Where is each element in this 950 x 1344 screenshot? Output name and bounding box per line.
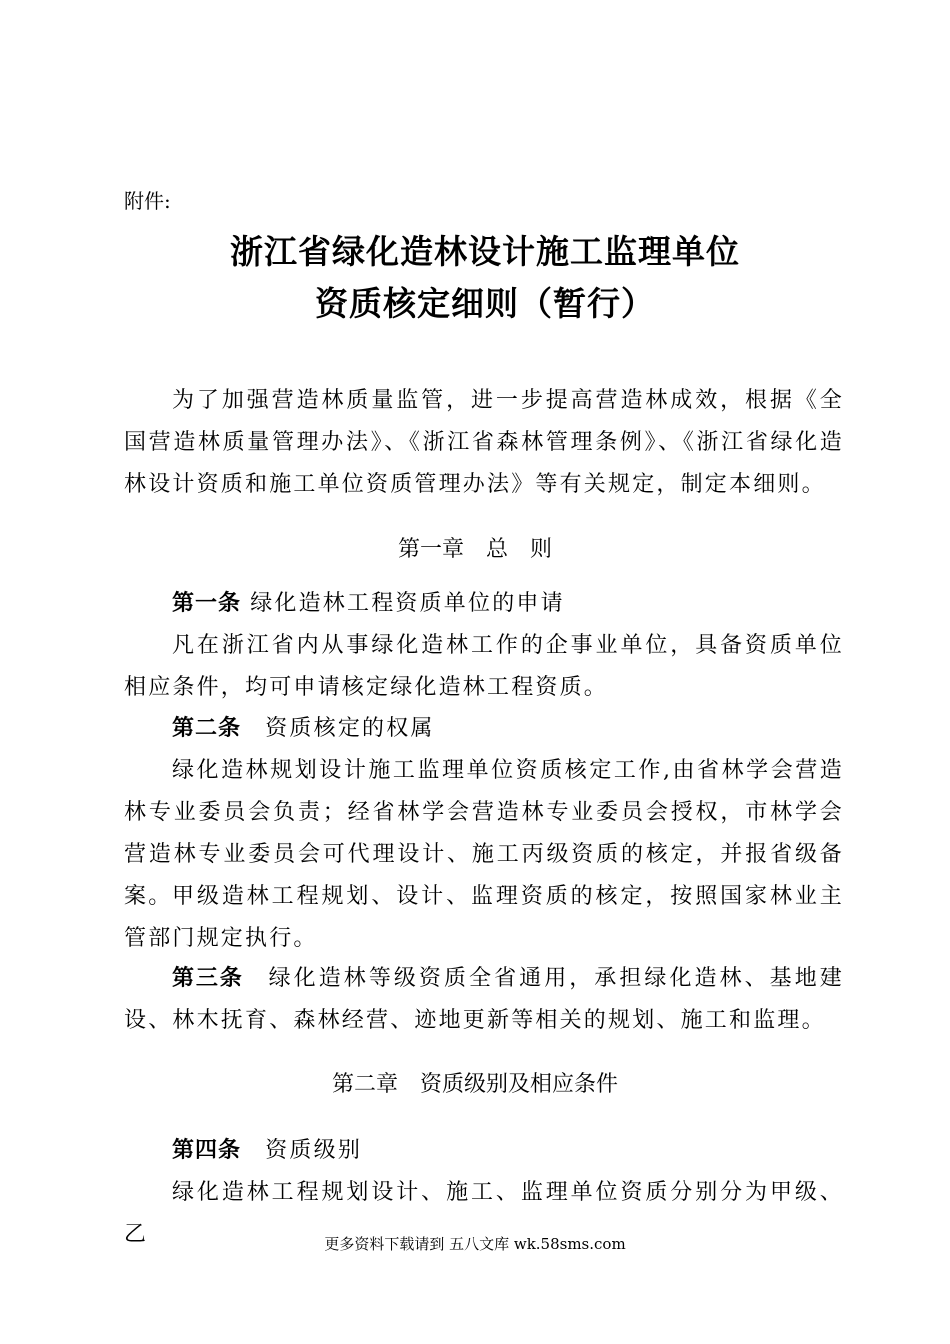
article-2-heading: [124, 708, 844, 750]
article-2-label: 第二条: [172, 716, 242, 741]
article-3-text: 绿化造林等级资质全省通用，承担绿化造林、基地建设、林木抚育、森林经营、迹地更新等相关的规划、施工和监理。: [124, 966, 844, 1033]
article-2-body-1: 绿化造林规划设计施工监理单位资质核定工作,由省林学会营造林专业委员会负责；经省林学会营造林专业委员会授权，市林学会营造林专业委员会可代理设计、施工丙级资质的核定，并报省级备案。: [124, 758, 844, 909]
article-1-heading: [124, 583, 844, 625]
document-title-line-2: 资质核定细则（暂行）: [315, 284, 655, 323]
article-3-label: 第三条: [172, 966, 244, 991]
article-4-body: 绿化造林工程规划设计、施工、监理单位资质分别分为甲级、乙: [124, 1180, 844, 1247]
chapter-1-heading: 第一章 总 则: [397, 537, 552, 562]
page-footer: 更多资料下载请到 五八文库 wk.58sms.com: [324, 1235, 626, 1253]
article-1-body: 凡在浙江省内从事绿化造林工作的企事业单位，具备资质单位相应条件，均可申请核定绿化造林工程资质。: [124, 633, 844, 700]
article-4-heading: [124, 1130, 844, 1172]
article-2-title: 资质核定的权属: [241, 716, 435, 741]
article-2-body-2: 甲级造林工程规划、设计、监理资质的核定，按照国家林业主管部门规定执行。: [124, 884, 844, 951]
chapter-2-heading: 第二章 资质级别及相应条件: [331, 1072, 618, 1097]
article-1-title: 绿化造林工程资质单位的申请: [241, 591, 565, 616]
article-4-title: 资质级别: [241, 1138, 363, 1163]
article-1-label: 第一条: [172, 591, 242, 616]
attachment-label: 附件:: [124, 189, 171, 213]
article-4-label: 第四条: [172, 1138, 242, 1163]
intro-paragraph: 为了加强营造林质量监管，进一步提高营造林成效，根据《全国营造林质量管理办法》、《浙江省森林管理条例》、《浙江省绿化造林设计资质和施工单位资质管理办法》等有关规定，制定本细则。: [124, 388, 844, 497]
document-title-line-1: 浙江省绿化造林设计施工监理单位: [230, 232, 740, 271]
article-3-paragraph: [124, 958, 844, 1042]
